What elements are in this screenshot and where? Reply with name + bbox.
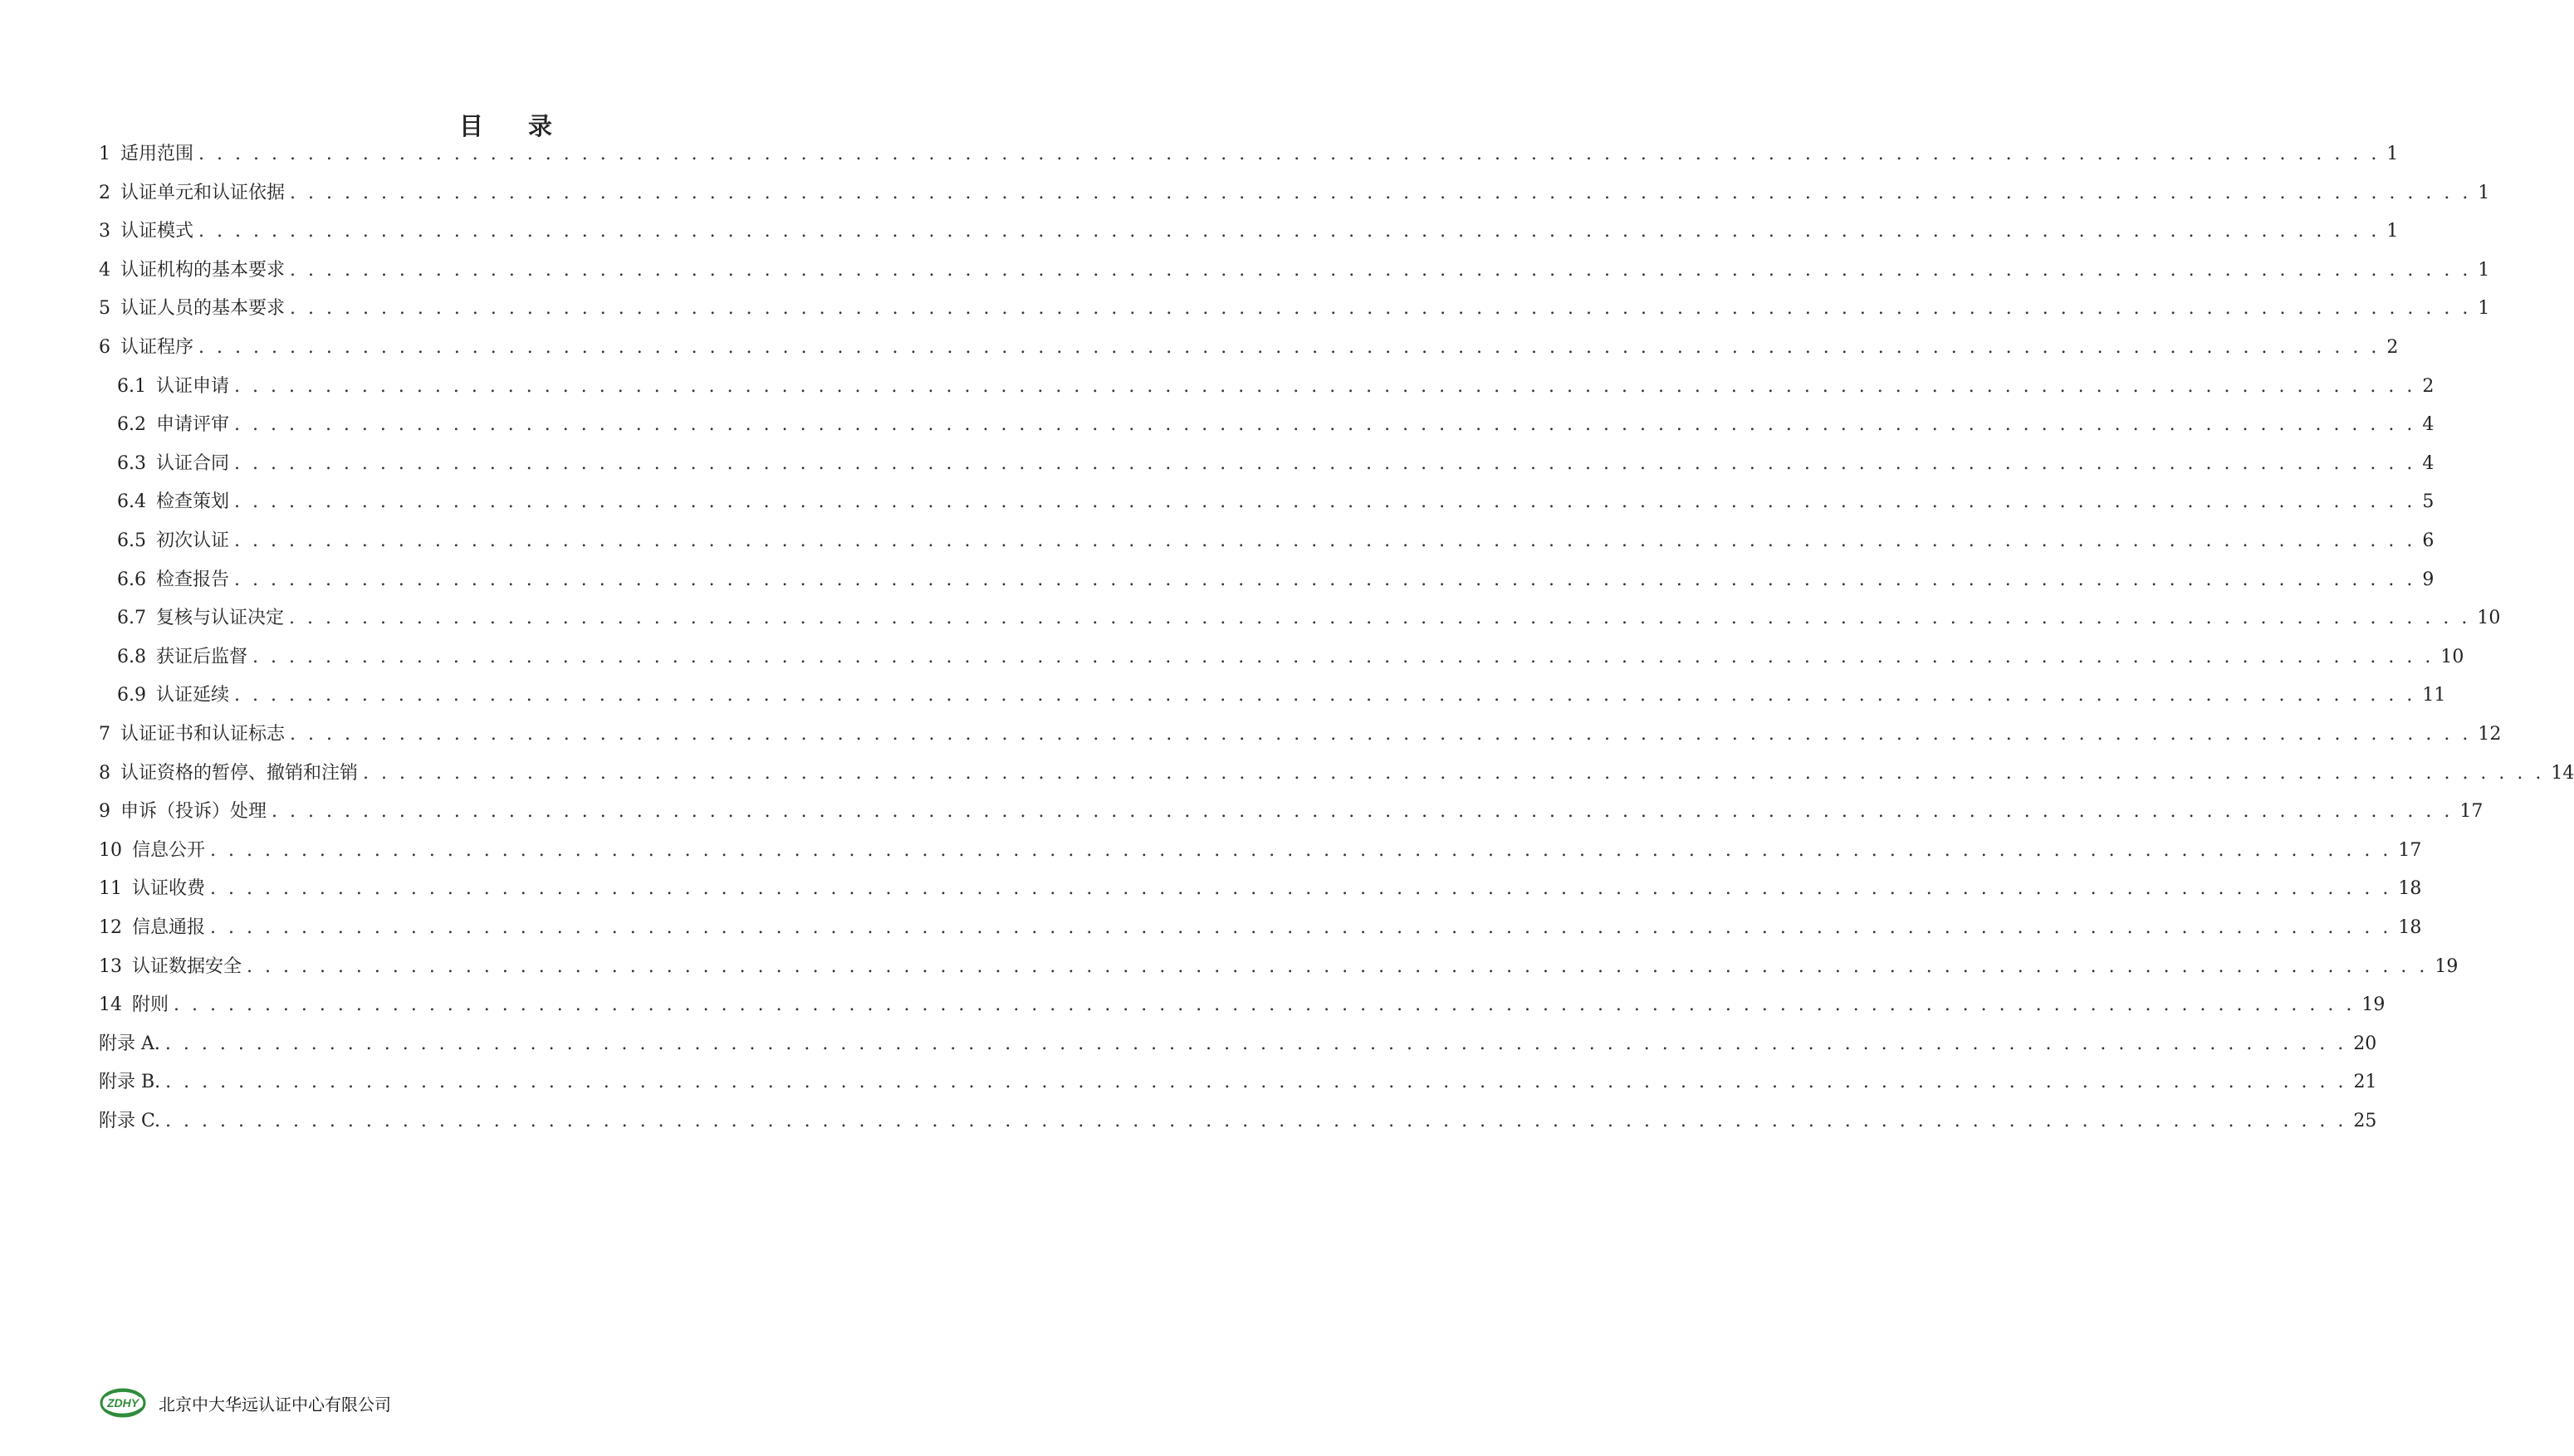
toc-entry-page-number: 1 <box>2478 259 2490 281</box>
toc-entry[interactable] <box>99 218 2399 245</box>
toc-entry[interactable] <box>99 954 2459 980</box>
toc-dot-leader: . . . . . . . . . . . . . . . . . . . . . . . . . . . . . . . . . . . . . . . . . . . . . . . . . . . . . . . . . . . . . . . . . . . . . . . . . . . . . . . . . . . . . . . . . . . . . . . . . . . . . . . . . . . . . . . . . . . . . . . . <box>234 491 2416 513</box>
toc-dot-leader: . . . . . . . . . . . . . . . . . . . . . . . . . . . . . . . . . . . . . . . . . . . . . . . . . . . . . . . . . . . . . . . . . . . . . . . . . . . . . . . . . . . . . . . . . . . . . . . . . . . . . . . . . . . . . . . . . . . . . . . . <box>198 144 2381 164</box>
toc-entry-number: 6.8 <box>117 646 146 667</box>
toc-dot-leader: . . . . . . . . . . . . . . . . . . . . . . . . . . . . . . . . . . . . . . . . . . . . . . . . . . . . . . . . . . . . . . . . . . . . . . . . . . . . . . . . . . . . . . . . . . . . . . . . . . . . . . . . . . . . . . . . . . . . . . . . <box>363 762 2545 784</box>
toc-entry-number: 4 <box>99 259 110 281</box>
toc-dot-leader: . . . . . . . . . . . . . . . . . . . . . . . . . . . . . . . . . . . . . . . . . . . . . . . . . . . . . . . . . . . . . . . . . . . . . . . . . . . . . . . . . . . . . . . . . . . . . . . . . . . . . . . . . . . . . . . . . . . . . . . . <box>198 337 2381 358</box>
toc-entry[interactable] <box>99 721 2502 748</box>
toc-entry-label: 认证模式 <box>120 221 194 242</box>
toc-entry-number: 6.3 <box>117 452 146 474</box>
toc-entry-label: 初次认证 <box>156 530 230 551</box>
toc-entry[interactable] <box>99 257 2490 284</box>
toc-entry-page-number: 17 <box>2459 801 2483 823</box>
toc-dot-leader: . . . . . . . . . . . . . . . . . . . . . . . . . . . . . . . . . . . . . . . . . . . . . . . . . . . . . . . . . . . . . . . . . . . . . . . . . . . . . . . . . . . . . . . . . . . . . . . . . . . . . . . . . . . . . . . . . . . . . . . . <box>234 452 2416 474</box>
toc-entry-number: 11 <box>99 878 122 900</box>
toc-entry-page-number: 9 <box>2422 569 2435 590</box>
toc-entry-label: 适用范围 <box>120 144 194 164</box>
toc-dot-leader: . . . . . . . . . . . . . . . . . . . . . . . . . . . . . . . . . . . . . . . . . . . . . . . . . . . . . . . . . . . . . . . . . . . . . . . . . . . . . . . . . . . . . . . . . . . . . . . . . . . . . . . . . . . . . . . . . . . . . . . . <box>234 569 2416 590</box>
toc-entry-number: 6.9 <box>117 685 146 706</box>
toc-entry[interactable] <box>117 528 2435 555</box>
toc-entry-page-number: 2 <box>2386 337 2399 358</box>
toc-entry-page-number: 12 <box>2478 724 2502 745</box>
toc-entry-label: 获证后监督 <box>156 646 248 667</box>
toc-entry[interactable] <box>99 799 2483 825</box>
toc-entry-number: 9 <box>99 801 110 823</box>
toc-dot-leader: . . . . . . . . . . . . . . . . . . . . . . . . . . . . . . . . . . . . . . . . . . . . . . . . . . . . . . . . . . . . . . . . . . . . . . . . . . . . . . . . . . . . . . . . . . . . . . . . . . . . . . . . . . . . . . . . . . . . . . . . <box>210 839 2392 861</box>
toc-entry-number: 6.6 <box>117 569 146 590</box>
toc-entry[interactable] <box>117 374 2435 400</box>
toc-entry[interactable] <box>99 838 2422 864</box>
toc-dot-leader: . . . . . . . . . . . . . . . . . . . . . . . . . . . . . . . . . . . . . . . . . . . . . . . . . . . . . . . . . . . . . . . . . . . . . . . . . . . . . . . . . . . . . . . . . . . . . . . . . . . . . . . . . . . . . . . . . . . . . . . . <box>234 375 2416 397</box>
toc-entry-label: 认证合同 <box>156 452 230 474</box>
toc-entry-page-number: 1 <box>2478 182 2490 203</box>
toc-entry-number: 13 <box>99 955 122 977</box>
toc-entry-page-number: 1 <box>2478 298 2490 320</box>
company-logo-icon <box>99 1386 147 1419</box>
toc-dot-leader: . . . . . . . . . . . . . . . . . . . . . . . . . . . . . . . . . . . . . . . . . . . . . . . . . . . . . . . . . . . . . . . . . . . . . . . . . . . . . . . . . . . . . . . . . . . . . . . . . . . . . . . . . . . . . . . . . . . . . . . . <box>210 917 2392 938</box>
toc-entry-number: 14 <box>99 994 122 1016</box>
toc-entry[interactable] <box>99 1108 2377 1135</box>
toc-entry-number: 6.2 <box>117 414 146 436</box>
toc-entry-label: 认证人员的基本要求 <box>120 298 286 320</box>
toc-entry-page-number: 10 <box>2440 646 2464 667</box>
toc-entry-page-number: 1 <box>2386 144 2399 164</box>
toc-entry-page-number: 11 <box>2422 685 2446 706</box>
toc-entry-label: 认证数据安全 <box>132 955 242 977</box>
toc-entry[interactable] <box>117 605 2501 632</box>
toc-entry-number: 8 <box>99 762 110 784</box>
toc-entry-label: 认证资格的暂停、撤销和注销 <box>120 762 359 784</box>
toc-dot-leader: . . . . . . . . . . . . . . . . . . . . . . . . . . . . . . . . . . . . . . . . . . . . . . . . . . . . . . . . . . . . . . . . . . . . . . . . . . . . . . . . . . . . . . . . . . . . . . . . . . . . . . . . . . . . . . . . . . . . . . . . <box>247 955 2429 977</box>
toc-entry-number: 6.7 <box>117 608 146 629</box>
toc-entry-label: 检查策划 <box>156 491 230 513</box>
toc-entry-number: 2 <box>99 182 110 203</box>
toc-entry[interactable] <box>99 1031 2377 1058</box>
toc-entry[interactable] <box>99 141 2399 168</box>
toc-entry[interactable] <box>99 1069 2377 1096</box>
toc-entry-page-number: 4 <box>2422 414 2435 436</box>
toc-dot-leader: . . . . . . . . . . . . . . . . . . . . . . . . . . . . . . . . . . . . . . . . . . . . . . . . . . . . . . . . . . . . . . . . . . . . . . . . . . . . . . . . . . . . . . . . . . . . . . . . . . . . . . . . . . . . . . . . . . . . . . . . <box>290 182 2472 203</box>
toc-entry-label: 认证申请 <box>156 375 230 397</box>
toc-entry[interactable] <box>99 992 2386 1019</box>
page-footer <box>99 1385 391 1421</box>
toc-entry-label: 申诉（投诉）处理 <box>120 801 267 823</box>
organization-name: 北京中大华远认证中心有限公司 <box>159 1394 391 1414</box>
toc-entry-page-number: 17 <box>2398 839 2422 861</box>
toc-entry-page-number: 19 <box>2361 994 2386 1016</box>
toc-entry[interactable] <box>117 412 2435 438</box>
toc-entry-number: 10 <box>99 839 122 861</box>
toc-dot-leader: . . . . . . . . . . . . . . . . . . . . . . . . . . . . . . . . . . . . . . . . . . . . . . . . . . . . . . . . . . . . . . . . . . . . . . . . . . . . . . . . . . . . . . . . . . . . . . . . . . . . . . . . . . . . . . . . . . . . . . . . <box>272 801 2454 823</box>
toc-entry[interactable] <box>117 489 2435 515</box>
toc-entry-label: 附录 B. <box>99 1072 161 1093</box>
toc-entry[interactable] <box>99 296 2490 322</box>
toc-entry-page-number: 6 <box>2422 530 2435 551</box>
toc-entry-number: 6.5 <box>117 530 146 551</box>
toc-dot-leader: . . . . . . . . . . . . . . . . . . . . . . . . . . . . . . . . . . . . . . . . . . . . . . . . . . . . . . . . . . . . . . . . . . . . . . . . . . . . . . . . . . . . . . . . . . . . . . . . . . . . . . . . . . . . . . . . . . . . . . . . <box>252 646 2435 667</box>
toc-entry-label: 附则 <box>132 994 169 1016</box>
logo-text: ZDHY <box>106 1396 139 1410</box>
toc-dot-leader: . . . . . . . . . . . . . . . . . . . . . . . . . . . . . . . . . . . . . . . . . . . . . . . . . . . . . . . . . . . . . . . . . . . . . . . . . . . . . . . . . . . . . . . . . . . . . . . . . . . . . . . . . . . . . . . . . . . . . . . . <box>234 530 2416 551</box>
toc-entry-label: 检查报告 <box>156 569 230 590</box>
toc-entry-page-number: 21 <box>2353 1072 2377 1093</box>
toc-dot-leader: . . . . . . . . . . . . . . . . . . . . . . . . . . . . . . . . . . . . . . . . . . . . . . . . . . . . . . . . . . . . . . . . . . . . . . . . . . . . . . . . . . . . . . . . . . . . . . . . . . . . . . . . . . . . . . . . . . . . . . . . <box>234 685 2416 706</box>
toc-entry[interactable] <box>117 682 2446 709</box>
toc-dot-leader: . . . . . . . . . . . . . . . . . . . . . . . . . . . . . . . . . . . . . . . . . . . . . . . . . . . . . . . . . . . . . . . . . . . . . . . . . . . . . . . . . . . . . . . . . . . . . . . . . . . . . . . . . . . . . . . . . . . . . . . . <box>290 259 2472 281</box>
toc-entry[interactable] <box>99 180 2490 207</box>
toc-dot-leader: . . . . . . . . . . . . . . . . . . . . . . . . . . . . . . . . . . . . . . . . . . . . . . . . . . . . . . . . . . . . . . . . . . . . . . . . . . . . . . . . . . . . . . . . . . . . . . . . . . . . . . . . . . . . . . . . . . . . . . . . <box>198 221 2381 242</box>
toc-entry-label: 认证收费 <box>132 878 206 900</box>
toc-entry-page-number: 20 <box>2353 1033 2377 1054</box>
toc-dot-leader: . . . . . . . . . . . . . . . . . . . . . . . . . . . . . . . . . . . . . . . . . . . . . . . . . . . . . . . . . . . . . . . . . . . . . . . . . . . . . . . . . . . . . . . . . . . . . . . . . . . . . . . . . . . . . . . . . . . . . . . . <box>290 298 2472 320</box>
toc-entry-page-number: 25 <box>2353 1111 2377 1131</box>
toc-entry-number: 12 <box>99 917 122 938</box>
toc-entry[interactable] <box>117 567 2435 594</box>
toc-entry-number: 6.4 <box>117 491 146 513</box>
toc-entry[interactable] <box>99 335 2399 361</box>
toc-entry-label: 认证程序 <box>120 337 194 358</box>
toc-dot-leader: . . . . . . . . . . . . . . . . . . . . . . . . . . . . . . . . . . . . . . . . . . . . . . . . . . . . . . . . . . . . . . . . . . . . . . . . . . . . . . . . . . . . . . . . . . . . . . . . . . . . . . . . . . . . . . . . . . . . . . . . <box>165 1072 2347 1093</box>
toc-entry[interactable] <box>99 915 2422 941</box>
toc-entry-page-number: 2 <box>2422 375 2435 397</box>
toc-entry-page-number: 1 <box>2386 221 2399 242</box>
toc-dot-leader: . . . . . . . . . . . . . . . . . . . . . . . . . . . . . . . . . . . . . . . . . . . . . . . . . . . . . . . . . . . . . . . . . . . . . . . . . . . . . . . . . . . . . . . . . . . . . . . . . . . . . . . . . . . . . . . . . . . . . . . . <box>164 1033 2347 1054</box>
toc-entry-label: 认证证书和认证标志 <box>120 724 286 745</box>
toc-entry-label: 认证单元和认证依据 <box>120 182 286 203</box>
toc-entry-label: 认证延续 <box>156 685 230 706</box>
toc-dot-leader: . . . . . . . . . . . . . . . . . . . . . . . . . . . . . . . . . . . . . . . . . . . . . . . . . . . . . . . . . . . . . . . . . . . . . . . . . . . . . . . . . . . . . . . . . . . . . . . . . . . . . . . . . . . . . . . . . . . . . . . . <box>165 1111 2347 1131</box>
toc-entry-page-number: 19 <box>2435 955 2459 977</box>
toc-entry-label: 信息公开 <box>132 839 206 861</box>
toc-dot-leader: . . . . . . . . . . . . . . . . . . . . . . . . . . . . . . . . . . . . . . . . . . . . . . . . . . . . . . . . . . . . . . . . . . . . . . . . . . . . . . . . . . . . . . . . . . . . . . . . . . . . . . . . . . . . . . . . . . . . . . . . <box>290 724 2472 745</box>
toc-dot-leader: . . . . . . . . . . . . . . . . . . . . . . . . . . . . . . . . . . . . . . . . . . . . . . . . . . . . . . . . . . . . . . . . . . . . . . . . . . . . . . . . . . . . . . . . . . . . . . . . . . . . . . . . . . . . . . . . . . . . . . . . <box>174 994 2356 1016</box>
toc-entry-label: 附录 C. <box>99 1111 161 1131</box>
toc-entry-label: 申请评审 <box>156 414 230 436</box>
toc-entry-label: 复核与认证决定 <box>156 608 285 629</box>
toc-entry[interactable] <box>117 644 2464 671</box>
toc-entry-page-number: 4 <box>2422 452 2435 474</box>
toc-entry-page-number: 5 <box>2422 491 2435 513</box>
toc-entry-page-number: 18 <box>2398 917 2422 938</box>
toc-entry-label: 附录 A. <box>99 1033 160 1054</box>
page-title: 目 录 <box>458 112 571 140</box>
toc-entry-number: 1 <box>99 144 110 164</box>
toc-entry[interactable] <box>99 876 2422 902</box>
toc-entry-label: 信息通报 <box>132 917 206 938</box>
toc-entry[interactable] <box>117 451 2435 477</box>
toc-entry-page-number: 18 <box>2398 878 2422 900</box>
toc-entry-page-number: 10 <box>2477 608 2501 629</box>
toc-entry-number: 6 <box>99 337 110 358</box>
toc-entry-number: 3 <box>99 221 110 242</box>
toc-entry-number: 5 <box>99 298 110 320</box>
toc-entry[interactable] <box>99 760 2574 787</box>
toc-dot-leader: . . . . . . . . . . . . . . . . . . . . . . . . . . . . . . . . . . . . . . . . . . . . . . . . . . . . . . . . . . . . . . . . . . . . . . . . . . . . . . . . . . . . . . . . . . . . . . . . . . . . . . . . . . . . . . . . . . . . . . . . <box>210 878 2392 900</box>
toc-entry-number: 6.1 <box>117 375 146 397</box>
toc-entry-label: 认证机构的基本要求 <box>120 259 286 281</box>
toc-entry-number: 7 <box>99 724 110 745</box>
toc-dot-leader: . . . . . . . . . . . . . . . . . . . . . . . . . . . . . . . . . . . . . . . . . . . . . . . . . . . . . . . . . . . . . . . . . . . . . . . . . . . . . . . . . . . . . . . . . . . . . . . . . . . . . . . . . . . . . . . . . . . . . . . . <box>289 608 2471 629</box>
toc-dot-leader: . . . . . . . . . . . . . . . . . . . . . . . . . . . . . . . . . . . . . . . . . . . . . . . . . . . . . . . . . . . . . . . . . . . . . . . . . . . . . . . . . . . . . . . . . . . . . . . . . . . . . . . . . . . . . . . . . . . . . . . . <box>234 414 2416 436</box>
toc-entry-page-number: 14 <box>2551 762 2574 784</box>
